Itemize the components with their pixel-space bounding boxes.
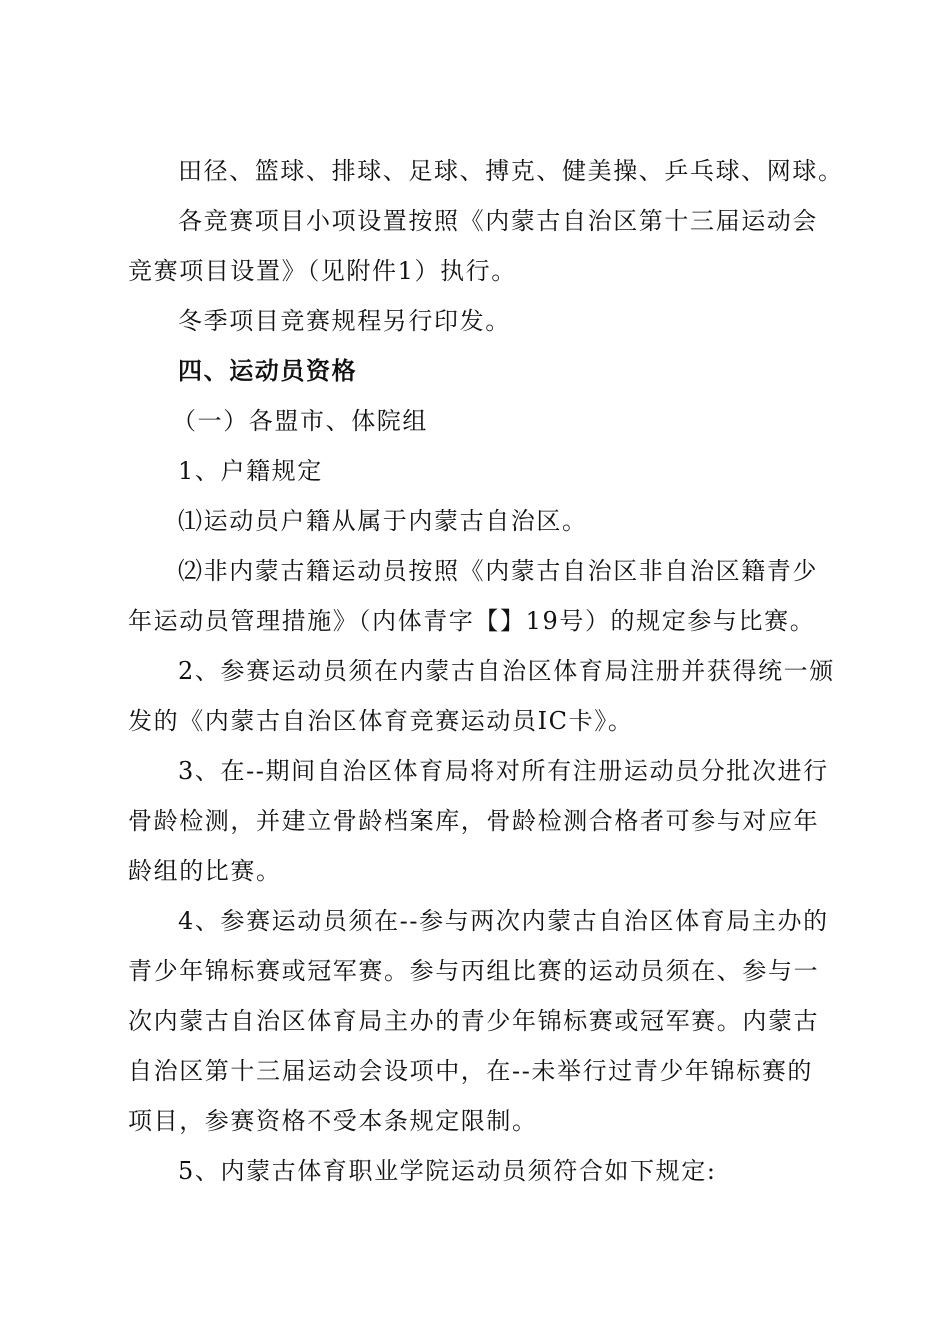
section-heading-athlete-eligibility: 四、运动员资格 [178, 357, 358, 385]
item-4-competition-line-1: 4、参赛运动员须在--参与两次内蒙古自治区体育局主办的 [178, 907, 829, 935]
item-3-bone-age-line-2: 骨龄检测，并建立骨龄档案库，骨龄检测合格者可参与对应年 [128, 807, 820, 835]
paragraph-sports-list: 田径、篮球、排球、足球、搏克、健美操、乒乓球、网球。 [178, 157, 844, 185]
paragraph-subevent-setting-line-1: 各竞赛项目小项设置按照《内蒙古自治区第十三届运动会 [178, 207, 818, 235]
rule-1-registration: ⑴运动员户籍从属于内蒙古自治区。 [178, 507, 588, 535]
item-3-bone-age-line-3: 龄组的比赛。 [128, 857, 282, 885]
rule-2-non-local-line-1: ⑵非内蒙古籍运动员按照《内蒙古自治区非自治区籍青少 [178, 557, 818, 585]
item-2-ic-card-line-2: 发的《内蒙古自治区体育竞赛运动员IC卡》。 [128, 707, 634, 735]
item-2-ic-card-line-1: 2、参赛运动员须在内蒙古自治区体育局注册并获得统一颁 [178, 657, 835, 685]
item-4-competition-line-5: 项目，参赛资格不受本条规定限制。 [128, 1107, 538, 1135]
paragraph-winter-events: 冬季项目竞赛规程另行印发。 [178, 307, 511, 335]
item-5-college-athletes: 5、内蒙古体育职业学院运动员须符合如下规定: [178, 1157, 717, 1185]
item-4-competition-line-2: 青少年锦标赛或冠军赛。参与丙组比赛的运动员须在、参与一 [128, 957, 820, 985]
rule-2-non-local-line-2: 年运动员管理措施》（内体青字【】19号）的规定参与比赛。 [128, 607, 816, 635]
item-4-competition-line-3: 次内蒙古自治区体育局主办的青少年锦标赛或冠军赛。内蒙古 [128, 1007, 820, 1035]
item-4-competition-line-4: 自治区第十三届运动会设项中，在--未举行过青少年锦标赛的 [128, 1057, 814, 1085]
paragraph-subevent-setting-line-2: 竞赛项目设置》（见附件1）执行。 [128, 257, 517, 285]
subsection-heading-league-city-group: （一）各盟市、体院组 [172, 407, 428, 435]
item-heading-household-registration: 1、户籍规定 [178, 457, 323, 485]
item-3-bone-age-line-1: 3、在--期间自治区体育局将对所有注册运动员分批次进行 [178, 757, 829, 785]
